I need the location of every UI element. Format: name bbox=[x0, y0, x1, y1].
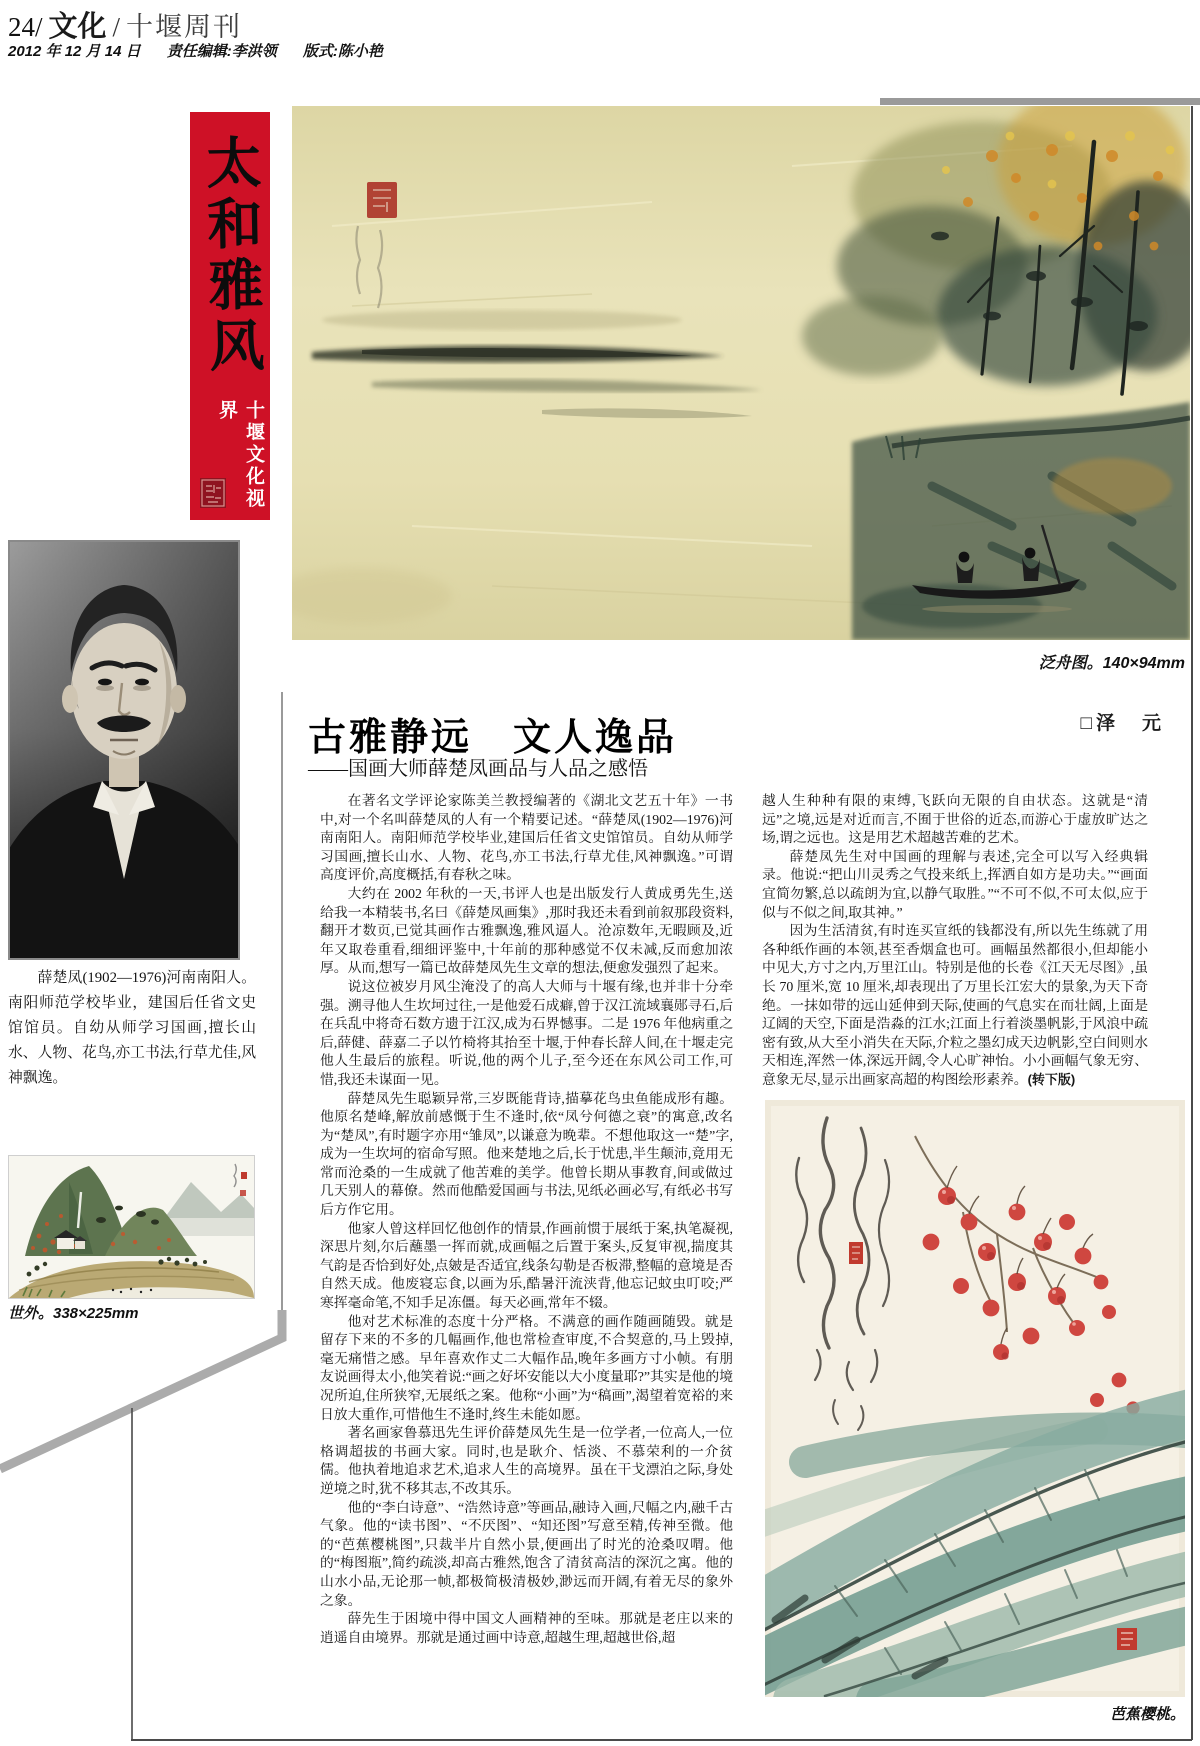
article-paragraph: 他的“李白诗意”、“浩然诗意”等画品,融诗入画,尺幅之内,融千古气象。他的“读书图”、“不厌图”、“知还图”写意至精,传神至微。他的“芭蕉樱桃图”,只裁半片自然小景,便画出了时光的沧桑叹喟。他的“梅图瓶”,简约疏淡,却高古雅然,饱含了清贫高洁的深沉之寓。他的山水小品,无论那一帧,都极简极清极妙,渺远而开阔,有着无尽的象外之象。 bbox=[320, 1499, 733, 1608]
article-left-column bbox=[320, 792, 733, 1647]
portrait-photo bbox=[8, 540, 240, 960]
publication-name: 十堰周刊 bbox=[126, 12, 243, 42]
page-number: 24/ bbox=[8, 12, 43, 42]
top-right-rule bbox=[880, 98, 1200, 105]
article-paragraph: 著名画家鲁慕迅先生评价薛楚凤先生是一位学者,一位高人,一位格调超拔的书画大家。同时,也是耿介、恬淡、不慕荣利的一介贫儒。他执着地追求艺术,追求人生的高境界。虽在干戈漂泊之际,身处逆境之时,犹不移其志,不改其乐。 bbox=[320, 1425, 733, 1496]
article-paragraph: 在著名文学评论家陈美兰教授编著的《湖北文艺五十年》一书中,对一个名叫薛楚凤的人有一个精要记述。“薛楚凤(1902—1976)河南南阳人。南阳师范学校毕业,建国后任省文史馆馆员。自幼从师学习国画,擅长山水、人物、花鸟,亦工书法,行草尤佳,风神飘逸。”可谓高度评价,高度概括,有春秋之味。 bbox=[320, 793, 733, 883]
article-paragraph: 薛先生于困境中得中国文人画精神的至味。那就是老庄以来的逍遥自由境界。那就是通过画中诗意,超越生理,超越世俗,超 bbox=[320, 1611, 733, 1645]
banana-cherry-painting bbox=[765, 1100, 1185, 1697]
issue-date: 2012 年 12 月 14 日 bbox=[8, 43, 141, 60]
article-paragraph: 他对艺术标准的态度十分严格。不满意的画作随画随毁。就是留存下来的不多的几幅画作,他也常检查审度,不合契意的,马上毁掉,毫无痛惜之感。早年喜欢作丈二大幅作品,晚年多画方寸小帧。有朋友说画得太小,他笑着说:“画之好坏安能以大小度量耶?”其实是他的境况所迫,住所狭窄,无展纸之案。他称“小画”为“稿画”,渴望着宽裕的来日放大重作,可惜他生不逢时,终生未能如愿。 bbox=[320, 1313, 733, 1422]
banner-seal-icon bbox=[200, 478, 226, 508]
article-left-rule bbox=[281, 692, 283, 1316]
dateline bbox=[8, 40, 405, 61]
article-paragraph: 薛楚凤先生聪颖异常,三岁既能背诗,描摹花鸟虫鱼能成形有趣。他原名楚峰,解放前感慨于生不逢时,依“凤兮何德之衰”的寓意,改名为“楚凤”,有时题字亦用“雏凤”,以谦意为晚辈。不想他取这一“楚”字,成为一生坎坷的宿命写照。他来楚地之后,长于忧患,半生颠沛,竟用无常而沧桑的一生成就了他苦难的美学。他曾长期从事教育,间或做过几天别人的幕僚。然而他酷爱国画与书法,见纸必画必写,有纸必书写后方作它用。 bbox=[320, 1090, 733, 1218]
article-byline: □泽 元 bbox=[1080, 713, 1165, 734]
article-title: 古雅静远 文人逸品 bbox=[308, 717, 678, 759]
article-paragraph: 大约在 2002 年秋的一天,书评人也是出版发行人黄成勇先生,送给我一本精装书,名曰《薛楚凤画集》,那时我还未看到前叙那段资料,翻开才数页,已觉其画作古雅飘逸,雅风逼人。沧凉数年,无暇顾及,近年又取卷重看,细细评鉴中,十年前的那种感觉不仅未减,反而愈加浓厚。从而,想写一篇已故薛楚凤先生文章的想法,便愈发强烈了起来。 bbox=[320, 885, 733, 976]
header-slash: / bbox=[112, 12, 121, 42]
page-header bbox=[8, 4, 242, 45]
paragraph-text: 因为生活清贫,有时连买宣纸的钱都没有,所以先生练就了用各种纸作画的本领,甚至香烟盒也可。画幅虽然都很小,但却能小中见大,方寸之内,万里江山。特别是他的长卷《江天无尽图》,虽长 70 厘米,宽 10 厘米,却表现出了万里长江宏大的景象,为天下奇绝。一抹如带的远山延伸到天际,使画的气息实在而壮阔,上面是辽阔的天空,下面是浩淼的江水;江面上行着淡墨帆影,于风浪中疏密有致,从大至小消失在天际,介粒之墨幻成天边帆影,空白间则水天相连,浑然一体,深远开阔,令人心旷神怡。小小画幅气象无穷、意象无尽,显示出画家高超的构图绘形素养。 bbox=[762, 923, 1148, 1087]
article-paragraph: 薛楚凤先生对中国画的理解与表述,完全可以写入经典辑录。他说:“把山川灵秀之气投来纸上,挥洒自如方是功夫。”“画面宜简勿繁,总以疏朗为宜,以静气取胜。”“不可不似,不可太似,应于似与不似之间,取其神。” bbox=[762, 848, 1148, 920]
banner-calligraphy: 太和雅风 bbox=[197, 133, 264, 379]
banner-tagline: 十堰文化视界 bbox=[216, 400, 264, 510]
boating-painting bbox=[292, 106, 1190, 640]
artist-bio: 薛楚凤(1902—1976)河南南阳人。南阳师范学校毕业，建国后任省文史馆馆员。自幼从师学习国画,擅长山水、人物、花鸟,亦工书法,行草尤佳,风神飘逸。 bbox=[8, 970, 256, 1086]
boating-caption: 泛舟图。140×94mm bbox=[1038, 655, 1185, 672]
continued-note: (转下版) bbox=[1027, 1071, 1076, 1087]
designer-credit: 版式:陈小艳 bbox=[302, 43, 383, 60]
article-paragraph bbox=[762, 922, 1148, 1089]
column-banner bbox=[190, 112, 270, 520]
landscape-caption: 世外。338×225mm bbox=[8, 1305, 139, 1322]
article-paragraph: 说这位被岁月风尘淹没了的高人大师与十堰有缘,也并非十分牵强。溯寻他人生坎坷过往,一是他爱石成癖,曾于汉江流域襄郧寻石,后在兵乱中将奇石数方遗于江汉,成为石界憾事。二是 1976 年他病重之后,薛健、薛嘉二子以竹椅将其抬至十堰,于仲春长辞人间,在十堰走完他人生最后的旅程。听说,他的两个儿子,至今还在东风公司工作,可惜,我还未谋面一见。 bbox=[320, 978, 733, 1087]
article-subtitle: ——国画大师薛楚凤画品与人品之感悟 bbox=[308, 758, 648, 780]
article-right-column bbox=[762, 792, 1148, 1090]
article-paragraph: 他家人曾这样回忆他创作的情景,作画前惯于展纸于案,执笔凝视,深思片刻,尔后蘸墨一挥而就,成画幅之后置于案头,反复审视,揣度其气韵是否恰到好处,点皴是否适宜,线条勾勒是否板滞,整幅的意境是否自然天成。他废寝忘食,以画为乐,酷暑汗流浃背,他忘记蚊虫叮咬;严寒挥毫命笔,不知手足冻僵。每天必画,常年不辍。 bbox=[320, 1220, 733, 1311]
article-paragraph: 越人生种种有限的束缚,飞跃向无限的自由状态。这就是“清远”之境,远是对近而言,不囿于世俗的近态,而游心于虚放旷达之场,谓之远也。这是用艺术超越苦难的艺术。 bbox=[762, 793, 1148, 846]
editor-credit: 责任编辑:李洪领 bbox=[166, 43, 277, 60]
landscape-painting bbox=[8, 1155, 255, 1299]
banana-caption: 芭蕉樱桃。 bbox=[1109, 1706, 1185, 1723]
right-rule bbox=[1191, 106, 1193, 1740]
section-name: 文化 bbox=[48, 11, 107, 43]
bottom-rule bbox=[131, 1739, 1192, 1741]
